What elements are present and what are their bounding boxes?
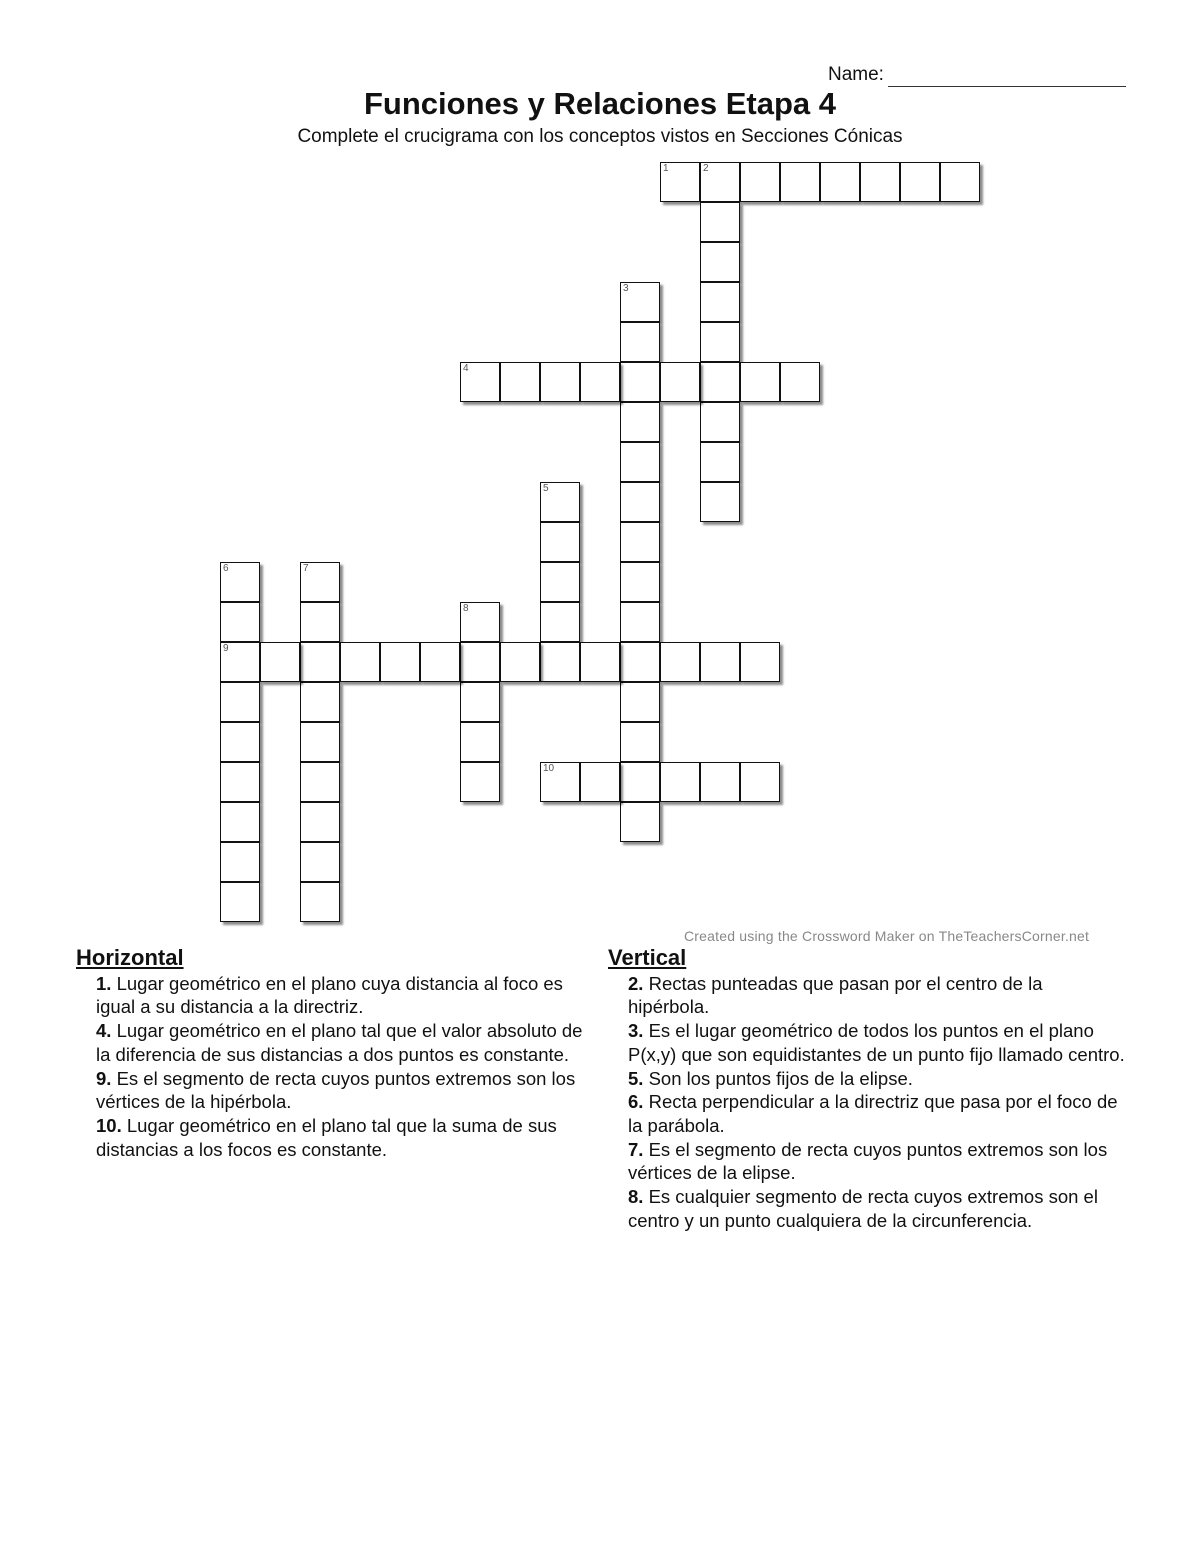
cell-number: 4 xyxy=(463,363,469,374)
clue-item xyxy=(628,1019,1128,1066)
clue-text: Es el segmento de recta cuyos puntos extremos son los vértices de la hipérbola. xyxy=(96,1067,576,1113)
clue-item xyxy=(96,1067,596,1114)
crossword-cell[interactable] xyxy=(700,642,740,682)
clue-text: Lugar geométrico en el plano cuya distancia al foco es igual a su distancia a la directriz. xyxy=(96,972,563,1018)
clue-text: Lugar geométrico en el plano tal que la suma de sus distancias a los focos es constante. xyxy=(96,1114,557,1160)
crossword-cell[interactable] xyxy=(220,802,260,842)
crossword-cell[interactable] xyxy=(300,882,340,922)
name-label: Name: xyxy=(828,64,884,85)
crossword-cell[interactable] xyxy=(620,642,660,682)
crossword-cell[interactable] xyxy=(940,162,980,202)
crossword-cell[interactable] xyxy=(420,642,460,682)
crossword-cell[interactable] xyxy=(540,522,580,562)
crossword-cell[interactable] xyxy=(300,562,340,602)
cell-number: 10 xyxy=(543,763,555,774)
clue-item xyxy=(628,1185,1128,1232)
crossword-cell[interactable] xyxy=(460,642,500,682)
crossword-cell[interactable] xyxy=(500,642,540,682)
clue-item xyxy=(628,1138,1128,1185)
clue-number: 7. xyxy=(628,1138,644,1160)
crossword-cell[interactable] xyxy=(220,562,260,602)
crossword-cell[interactable] xyxy=(780,362,820,402)
clue-text: Lugar geométrico en el plano tal que el valor absoluto de la diferencia de sus distancias a dos puntos es constante. xyxy=(96,1020,583,1065)
crossword-cell[interactable] xyxy=(740,162,780,202)
crossword-cell[interactable] xyxy=(700,162,740,202)
crossword-cell[interactable] xyxy=(220,842,260,882)
crossword-cell[interactable] xyxy=(300,722,340,762)
clue-number: 9. xyxy=(96,1067,112,1089)
crossword-cell[interactable] xyxy=(580,642,620,682)
crossword-cell[interactable] xyxy=(620,362,660,402)
clue-text: Es el segmento de recta cuyos puntos extremos son los vértices de la elipse. xyxy=(628,1138,1108,1184)
crossword-cell[interactable] xyxy=(620,482,660,522)
crossword-cell[interactable] xyxy=(580,762,620,802)
clue-text: Recta perpendicular a la directriz que pasa por el foco de la parábola. xyxy=(628,1091,1118,1136)
crossword-cell[interactable] xyxy=(540,642,580,682)
clue-number: 3. xyxy=(628,1020,644,1042)
crossword-cell[interactable] xyxy=(860,162,900,202)
crossword-cell[interactable] xyxy=(740,642,780,682)
crossword-cell[interactable] xyxy=(740,362,780,402)
vertical-heading: Vertical xyxy=(608,945,687,970)
crossword-cell[interactable] xyxy=(700,762,740,802)
crossword-cell[interactable] xyxy=(620,442,660,482)
clue-item xyxy=(96,1114,596,1161)
crossword-cell[interactable] xyxy=(700,442,740,482)
clue-text: Es cualquier segmento de recta cuyos extremos son el centro y un punto cualquiera de la circunferencia. xyxy=(628,1186,1098,1231)
cell-number: 7 xyxy=(303,563,309,574)
crossword-cell[interactable] xyxy=(700,402,740,442)
crossword-cell[interactable] xyxy=(300,762,340,802)
cell-number: 8 xyxy=(463,603,469,614)
crossword-cell[interactable] xyxy=(780,162,820,202)
crossword-cell[interactable] xyxy=(620,562,660,602)
crossword-cell[interactable] xyxy=(820,162,860,202)
crossword-cell[interactable] xyxy=(220,882,260,922)
crossword-cell[interactable] xyxy=(700,482,740,522)
crossword-cell[interactable] xyxy=(660,642,700,682)
crossword-cell[interactable] xyxy=(620,762,660,802)
page-subtitle: Complete el crucigrama con los conceptos vistos en Secciones Cónicas xyxy=(297,126,903,147)
crossword-cell[interactable] xyxy=(620,322,660,362)
clue-number: 4. xyxy=(96,1020,112,1042)
crossword-cell[interactable] xyxy=(540,602,580,642)
clue-item xyxy=(96,972,596,1019)
crossword-cell[interactable] xyxy=(220,642,260,682)
crossword-cell[interactable] xyxy=(700,362,740,402)
page-title: Funciones y Relaciones Etapa 4 xyxy=(363,86,837,121)
crossword-cell[interactable] xyxy=(300,602,340,642)
crossword-cell[interactable] xyxy=(660,762,700,802)
crossword-cell[interactable] xyxy=(700,282,740,322)
cell-number: 9 xyxy=(223,643,229,654)
crossword-cell[interactable] xyxy=(660,362,700,402)
clue-text: Es el lugar geométrico de todos los puntos en el plano P(x,y) que son equidistantes de un punto fijo llamado centro. xyxy=(628,1020,1125,1065)
clue-text: Rectas punteadas que pasan por el centro de la hipérbola. xyxy=(628,972,1043,1018)
crossword-cell[interactable] xyxy=(580,362,620,402)
clue-item xyxy=(628,1067,1128,1091)
clue-number: 10. xyxy=(96,1114,122,1136)
crossword-cell[interactable] xyxy=(700,242,740,282)
clue-item xyxy=(628,1090,1128,1137)
clue-number: 1. xyxy=(96,972,112,994)
crossword-cell[interactable] xyxy=(540,762,580,802)
crossword-cell[interactable] xyxy=(620,802,660,842)
crossword-cell[interactable] xyxy=(460,362,500,402)
cell-number: 2 xyxy=(703,163,709,174)
crossword-cell[interactable] xyxy=(660,162,700,202)
crossword-cell[interactable] xyxy=(620,722,660,762)
clue-text: Son los puntos fijos de la elipse. xyxy=(648,1067,913,1089)
crossword-cell[interactable] xyxy=(220,722,260,762)
vertical-clues xyxy=(608,946,1128,1232)
crossword-cell[interactable] xyxy=(620,522,660,562)
crossword-cell[interactable] xyxy=(540,562,580,602)
crossword-cell[interactable] xyxy=(460,722,500,762)
crossword-cell[interactable] xyxy=(300,842,340,882)
crossword-cell[interactable] xyxy=(460,602,500,642)
crossword-cell[interactable] xyxy=(460,762,500,802)
crossword-cell[interactable] xyxy=(900,162,940,202)
clue-number: 6. xyxy=(628,1091,644,1113)
crossword-cell[interactable] xyxy=(540,362,580,402)
clue-number: 8. xyxy=(628,1186,644,1208)
crossword-cell[interactable] xyxy=(220,682,260,722)
clue-item xyxy=(628,972,1128,1019)
cell-number: 5 xyxy=(543,483,549,494)
cell-number: 3 xyxy=(623,283,629,294)
crossword-cell[interactable] xyxy=(500,362,540,402)
credit-text: Created using the Crossword Maker on TheTeachersCorner.net xyxy=(684,928,1090,944)
crossword-cell[interactable] xyxy=(620,602,660,642)
crossword-cell[interactable] xyxy=(340,642,380,682)
cell-number: 1 xyxy=(663,163,669,174)
horizontal-heading: Horizontal xyxy=(76,945,184,970)
clue-item xyxy=(96,1019,596,1066)
crossword-cell[interactable] xyxy=(620,682,660,722)
crossword-cell[interactable] xyxy=(300,642,340,682)
horizontal-clues xyxy=(76,946,596,1161)
crossword-cell[interactable] xyxy=(740,762,780,802)
crossword-cell[interactable] xyxy=(220,602,260,642)
crossword-cell[interactable] xyxy=(300,682,340,722)
crossword-cell[interactable] xyxy=(260,642,300,682)
crossword-cell[interactable] xyxy=(460,682,500,722)
crossword-cell[interactable] xyxy=(620,402,660,442)
crossword-cell[interactable] xyxy=(700,202,740,242)
crossword-cell[interactable] xyxy=(540,482,580,522)
clue-number: 2. xyxy=(628,972,644,994)
cell-number: 6 xyxy=(223,563,229,574)
crossword-cell[interactable] xyxy=(380,642,420,682)
crossword-cell[interactable] xyxy=(300,802,340,842)
crossword-cell[interactable] xyxy=(220,762,260,802)
crossword-cell[interactable] xyxy=(700,322,740,362)
crossword-cell[interactable] xyxy=(620,282,660,322)
clue-number: 5. xyxy=(628,1067,644,1089)
